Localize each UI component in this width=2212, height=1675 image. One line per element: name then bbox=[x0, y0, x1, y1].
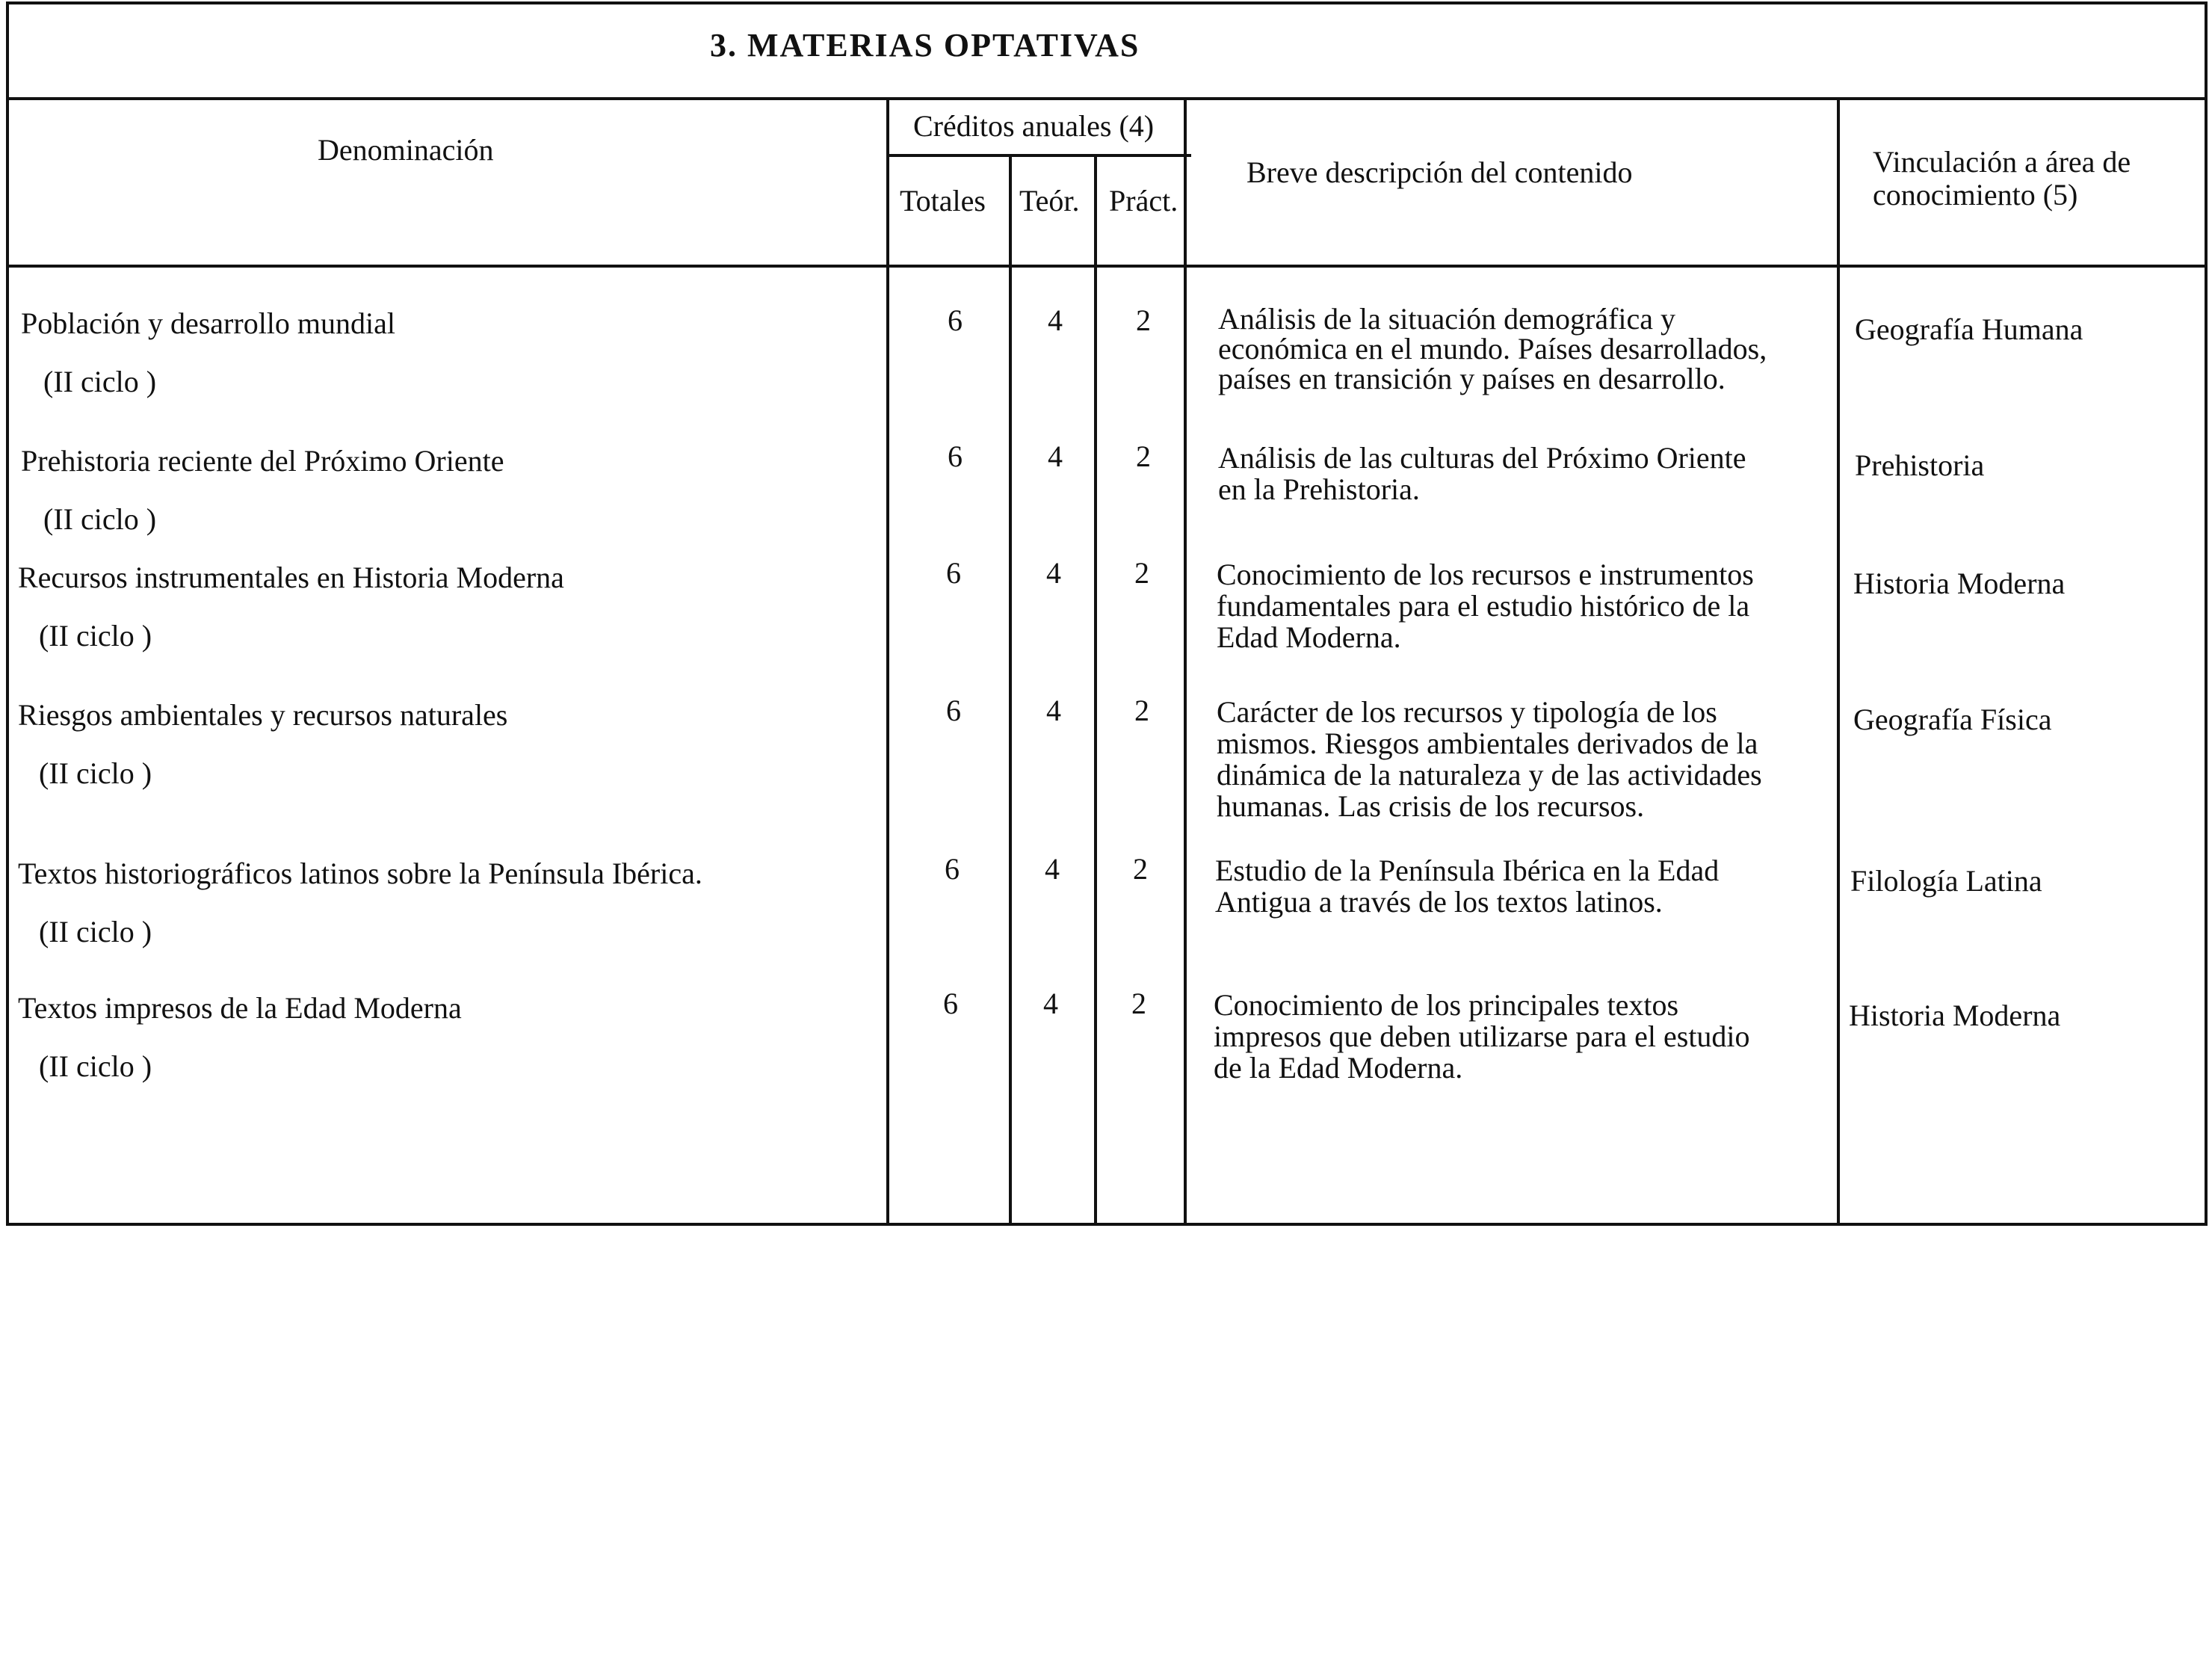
row-cycle: (II ciclo ) bbox=[39, 915, 152, 948]
row-desc-line: humanas. Las crisis de los recursos. bbox=[1217, 789, 1645, 823]
row-desc-line: Antigua a través de los textos latinos. bbox=[1215, 885, 1663, 919]
row-name: Prehistoria reciente del Próximo Oriente bbox=[21, 444, 504, 478]
row-desc-line: Conocimiento de los principales textos bbox=[1214, 988, 1679, 1022]
col-divider-totales bbox=[1009, 154, 1012, 1226]
row-desc-line: económica en el mundo. Países desarrollados, bbox=[1218, 332, 1767, 365]
row-area: Historia Moderna bbox=[1853, 567, 2066, 600]
row-desc-line: en la Prehistoria. bbox=[1218, 472, 1420, 506]
row-totales: 6 bbox=[946, 694, 961, 727]
row-name: Población y desarrollo mundial bbox=[21, 306, 396, 340]
header-totales: Totales bbox=[900, 184, 986, 218]
col-divider-descripcion bbox=[1837, 97, 1840, 1226]
rule-below-title bbox=[6, 97, 2208, 100]
row-pract: 2 bbox=[1133, 852, 1148, 886]
row-desc-line: Conocimiento de los recursos e instrumentos bbox=[1217, 558, 1754, 591]
row-totales: 6 bbox=[948, 303, 963, 337]
row-area: Geografía Física bbox=[1853, 703, 2052, 736]
row-teor: 4 bbox=[1045, 852, 1060, 886]
row-name: Recursos instrumentales en Historia Moderna bbox=[18, 561, 564, 594]
row-teor: 4 bbox=[1043, 987, 1058, 1020]
header-teor: Teór. bbox=[1019, 184, 1080, 218]
header-descripcion: Breve descripción del contenido bbox=[1246, 155, 1633, 189]
row-desc-line: mismos. Riesgos ambientales derivados de la bbox=[1217, 727, 1758, 760]
row-totales: 6 bbox=[948, 439, 963, 473]
row-name: Textos historiográficos latinos sobre la Península Ibérica. bbox=[18, 857, 702, 890]
col-divider-pract bbox=[1184, 97, 1187, 1226]
row-cycle: (II ciclo ) bbox=[43, 502, 157, 536]
header-denominacion: Denominación bbox=[318, 133, 494, 167]
row-desc-line: países en transición y países en desarrollo. bbox=[1218, 362, 1726, 395]
rule-below-header bbox=[6, 265, 2208, 268]
col-divider-teor bbox=[1094, 154, 1097, 1226]
row-cycle: (II ciclo ) bbox=[39, 756, 152, 790]
row-desc-line: Análisis de la situación demográfica y bbox=[1218, 302, 1676, 336]
row-desc-line: Análisis de las culturas del Próximo Oriente bbox=[1218, 441, 1746, 475]
row-teor: 4 bbox=[1048, 439, 1063, 473]
row-desc-line: impresos que deben utilizarse para el estudio bbox=[1214, 1020, 1750, 1053]
row-desc-line: Carácter de los recursos y tipología de los bbox=[1217, 695, 1717, 729]
row-totales: 6 bbox=[943, 987, 958, 1020]
row-cycle: (II ciclo ) bbox=[39, 619, 152, 653]
col-divider-denominacion bbox=[886, 97, 889, 1226]
row-desc-line: dinámica de la naturaleza y de las actividades bbox=[1217, 758, 1762, 792]
row-pract: 2 bbox=[1136, 439, 1151, 473]
row-pract: 2 bbox=[1136, 303, 1151, 337]
row-area: Historia Moderna bbox=[1849, 999, 2061, 1032]
row-desc-line: fundamentales para el estudio histórico de la bbox=[1217, 589, 1750, 623]
row-area: Filología Latina bbox=[1850, 864, 2042, 898]
row-area: Geografía Humana bbox=[1855, 312, 2083, 346]
row-desc-line: Edad Moderna. bbox=[1217, 620, 1401, 654]
row-name: Riesgos ambientales y recursos naturales bbox=[18, 698, 508, 732]
row-area: Prehistoria bbox=[1855, 448, 1985, 482]
row-name: Textos impresos de la Edad Moderna bbox=[18, 991, 462, 1025]
row-cycle: (II ciclo ) bbox=[39, 1049, 152, 1083]
header-vinculacion-line1: Vinculación a área de bbox=[1873, 145, 2131, 179]
row-pract: 2 bbox=[1131, 987, 1146, 1020]
row-pract: 2 bbox=[1134, 694, 1149, 727]
rule-credits-sub bbox=[889, 154, 1191, 157]
row-teor: 4 bbox=[1048, 303, 1063, 337]
header-creditos: Créditos anuales (4) bbox=[913, 109, 1155, 143]
row-pract: 2 bbox=[1134, 556, 1149, 590]
row-totales: 6 bbox=[946, 556, 961, 590]
row-totales: 6 bbox=[945, 852, 960, 886]
table-title: 3. MATERIAS OPTATIVAS bbox=[710, 27, 1140, 64]
header-pract: Práct. bbox=[1109, 184, 1178, 218]
row-cycle: (II ciclo ) bbox=[43, 365, 157, 398]
row-desc-line: Estudio de la Península Ibérica en la Edad bbox=[1215, 854, 1720, 887]
row-teor: 4 bbox=[1046, 556, 1061, 590]
row-teor: 4 bbox=[1046, 694, 1061, 727]
row-desc-line: de la Edad Moderna. bbox=[1214, 1051, 1463, 1085]
header-vinculacion-line2: conocimiento (5) bbox=[1873, 178, 2078, 212]
